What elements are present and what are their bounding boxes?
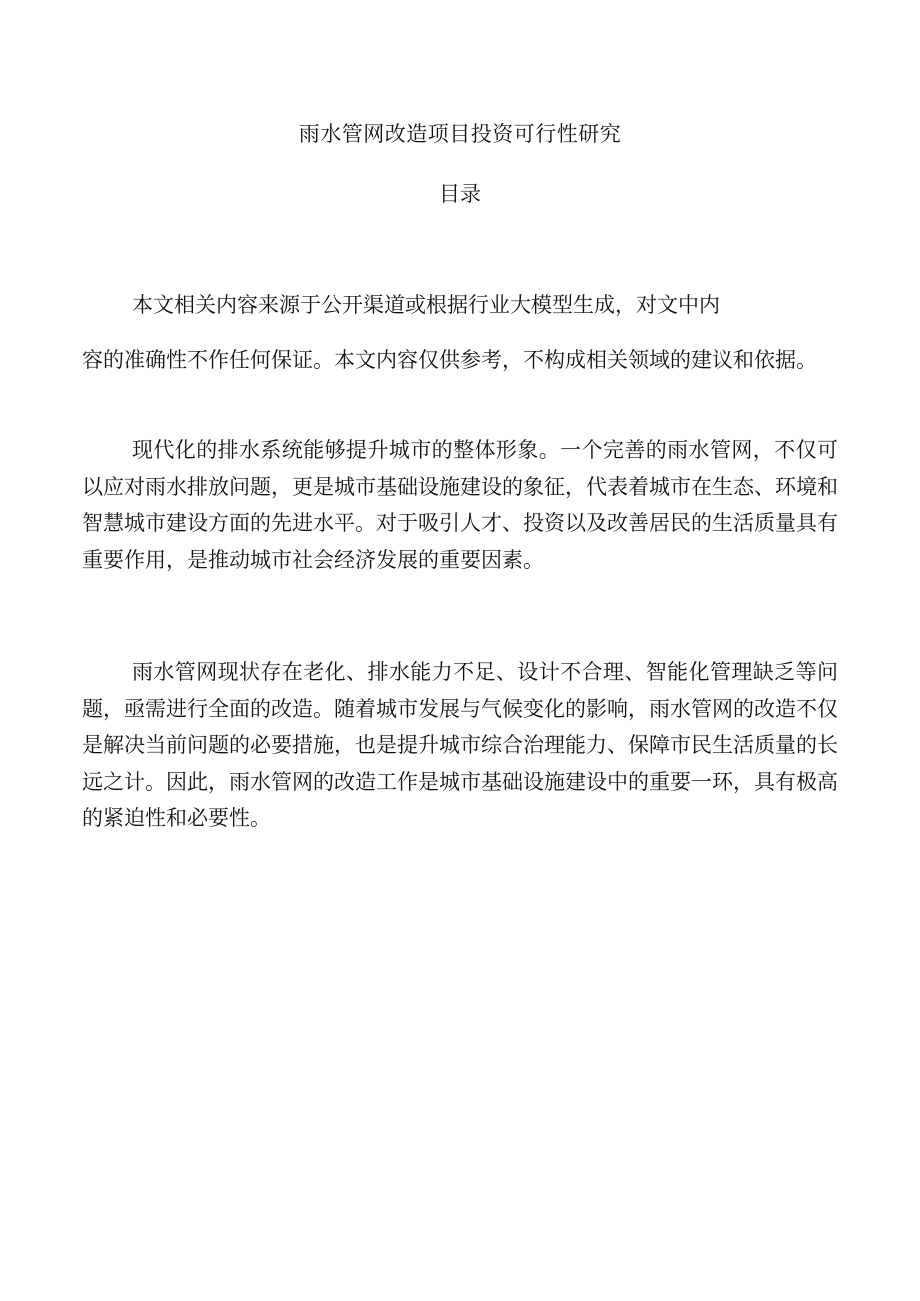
document-title: 雨水管网改造项目投资可行性研究: [298, 122, 622, 146]
body-paragraph: 现代化的排水系统能够提升城市的整体形象。一个完善的雨水管网，不仅可以应对雨水排放问题，更是城市基础设施建设的象征，代表着城市在生态、环境和智慧城市建设方面的先进水平。对于吸引人才、投资以及改善居民的生活质量具有重要作用，是推动城市社会经济发展的重要因素。: [82, 438, 838, 572]
toc-heading: 目录: [439, 182, 481, 206]
body-paragraph: 雨水管网现状存在老化、排水能力不足、设计不合理、智能化管理缺乏等问题，亟需进行全面的改造。随着城市发展与气候变化的影响，雨水管网的改造不仅是解决当前问题的必要措施，也是提升城市综合治理能力、保障市民生活质量的长远之计。因此，雨水管网的改造工作是城市基础设施建设中的重要一环，具有极高的紧迫性和必要性。: [82, 660, 838, 830]
disclaimer-continuation: 容的准确性不作任何保证。本文内容仅供参考，不构成相关领域的建议和依据。: [82, 348, 817, 372]
disclaimer-first-line: 本文相关内容来源于公开渠道或根据行业大模型生成，对文中内: [132, 293, 720, 317]
